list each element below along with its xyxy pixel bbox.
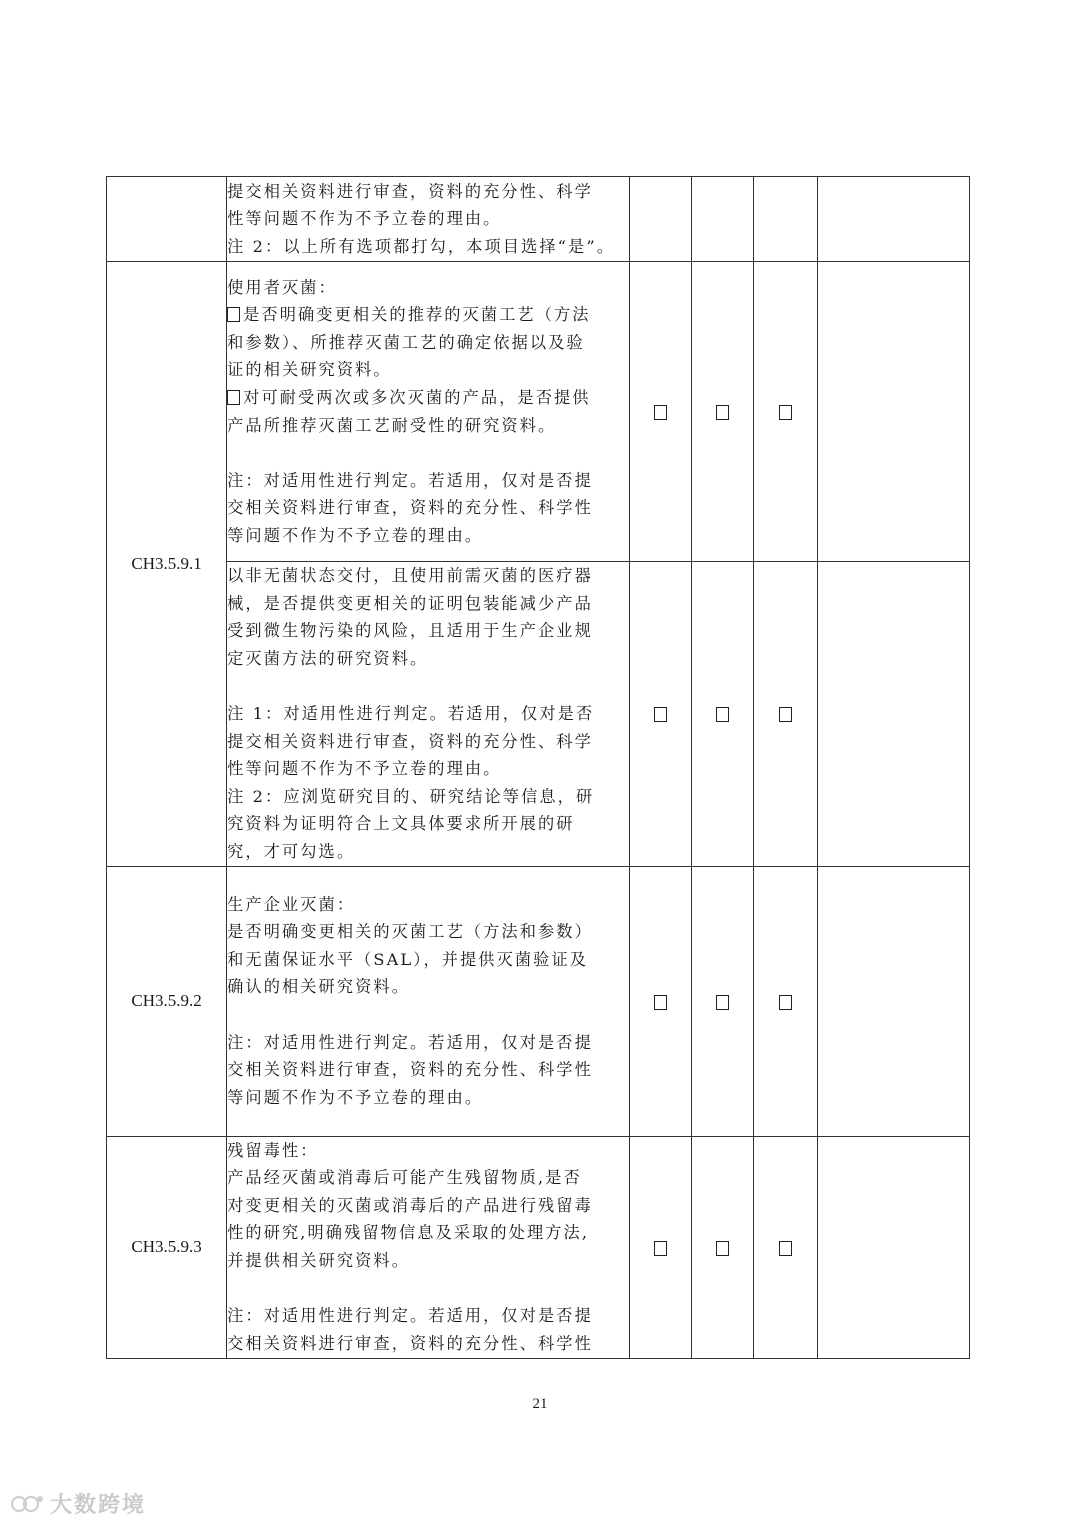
note-line: 注：对适用性进行判定。若适用，仅对是否提 xyxy=(227,1306,593,1326)
note-line: 究资料为证明符合上文具体要求所开展的研 xyxy=(227,814,575,834)
option-text: 是否明确变更相关的推荐的灭菌工艺（方法 xyxy=(243,305,591,325)
note-line: 注 1：对适用性进行判定。若适用，仅对是否 xyxy=(227,703,595,723)
check-cell xyxy=(753,1136,817,1358)
checkbox-icon[interactable] xyxy=(654,405,667,420)
watermark-logo-icon xyxy=(10,1492,44,1516)
note-line: 提交相关资料进行审查，资料的充分性、科学 xyxy=(227,731,593,751)
check-cell xyxy=(629,562,691,867)
table-row xyxy=(107,866,970,1136)
option-checkbox-icon[interactable] xyxy=(227,390,240,405)
note-line: 究，才可勾选。 xyxy=(227,841,356,861)
option-line xyxy=(227,301,628,329)
check-cell xyxy=(629,177,691,262)
check-cell xyxy=(691,177,753,262)
text-line: 对变更相关的灭菌或消毒后的产品进行残留毒 xyxy=(227,1195,593,1215)
check-cell xyxy=(691,262,753,562)
review-checklist-table xyxy=(106,176,970,1359)
text-line: 性等问题不作为不予立卷的理由。 xyxy=(227,209,502,229)
text-line: 性的研究,明确残留物信息及采取的处理方法, xyxy=(227,1223,590,1243)
remarks-cell xyxy=(817,177,969,262)
table-row xyxy=(107,1136,970,1358)
note-line: 注 2：应浏览研究目的、研究结论等信息，研 xyxy=(227,786,595,806)
option-checkbox-icon[interactable] xyxy=(227,307,240,322)
checkbox-icon[interactable] xyxy=(779,707,792,722)
note-line: 注：对适用性进行判定。若适用，仅对是否提 xyxy=(227,1032,593,1052)
note-line: 交相关资料进行审查，资料的充分性、科学性 xyxy=(227,498,593,518)
section-title: 使用者灭菌： xyxy=(227,277,337,297)
text-line: 产品所推荐灭菌工艺耐受性的研究资料。 xyxy=(227,415,557,435)
watermark xyxy=(10,1488,146,1519)
checkbox-icon[interactable] xyxy=(716,405,729,420)
remarks-cell xyxy=(817,562,969,867)
text-line: 是否明确变更相关的灭菌工艺（方法和参数） xyxy=(227,922,593,942)
text-line: 和参数）、所推荐灭菌工艺的确定依据以及验 xyxy=(227,332,585,352)
table-row xyxy=(107,562,970,867)
checkbox-icon[interactable] xyxy=(716,995,729,1010)
option-text: 对可耐受两次或多次灭菌的产品，是否提供 xyxy=(243,387,591,407)
note-line: 注 2：以上所有选项都打勾，本项目选择“是”。 xyxy=(227,236,615,256)
note-line: 等问题不作为不予立卷的理由。 xyxy=(227,1087,484,1107)
checkbox-icon[interactable] xyxy=(716,707,729,722)
item-id-cell: CH3.5.9.2 xyxy=(107,866,227,1136)
check-cell xyxy=(691,562,753,867)
note-line: 注：对适用性进行判定。若适用，仅对是否提 xyxy=(227,470,593,490)
text-line: 械，是否提供变更相关的证明包装能减少产品 xyxy=(227,593,593,613)
table-row xyxy=(107,177,970,262)
remarks-cell xyxy=(817,866,969,1136)
checkbox-icon[interactable] xyxy=(716,1241,729,1256)
note-line: 等问题不作为不予立卷的理由。 xyxy=(227,525,484,545)
watermark-text: 大数跨境 xyxy=(50,1493,147,1518)
option-line xyxy=(227,384,628,412)
check-cell xyxy=(753,262,817,562)
requirement-cell xyxy=(227,1136,629,1358)
check-cell xyxy=(691,866,753,1136)
checkbox-icon[interactable] xyxy=(779,995,792,1010)
check-cell xyxy=(629,262,691,562)
text-line: 受到微生物污染的风险，且适用于生产企业规 xyxy=(227,621,593,641)
section-title: 残留毒性： xyxy=(227,1140,319,1160)
requirement-cell xyxy=(227,562,629,867)
checkbox-icon[interactable] xyxy=(654,995,667,1010)
check-cell xyxy=(753,866,817,1136)
text-line: 产品经灭菌或消毒后可能产生残留物质,是否 xyxy=(227,1168,582,1188)
page-number: 21 xyxy=(532,1396,548,1412)
table-row xyxy=(107,262,970,562)
item-id-cell: CH3.5.9.1 xyxy=(107,262,227,867)
check-cell xyxy=(691,1136,753,1358)
check-cell xyxy=(629,866,691,1136)
remarks-cell xyxy=(817,1136,969,1358)
item-id-cell: CH3.5.9.3 xyxy=(107,1136,227,1358)
checkbox-icon[interactable] xyxy=(779,1241,792,1256)
item-id-cell xyxy=(107,177,227,262)
check-cell xyxy=(629,1136,691,1358)
checkbox-icon[interactable] xyxy=(654,707,667,722)
requirement-cell xyxy=(227,262,629,562)
check-cell xyxy=(753,177,817,262)
note-line: 性等问题不作为不予立卷的理由。 xyxy=(227,759,502,779)
note-line: 交相关资料进行审查，资料的充分性、科学性 xyxy=(227,1333,593,1353)
text-line: 确认的相关研究资料。 xyxy=(227,977,410,997)
requirement-cell xyxy=(227,866,629,1136)
text-line: 和无菌保证水平（SAL），并提供灭菌验证及 xyxy=(227,949,589,969)
checkbox-icon[interactable] xyxy=(654,1241,667,1256)
text-line: 以非无菌状态交付，且使用前需灭菌的医疗器 xyxy=(227,566,593,585)
text-line: 定灭菌方法的研究资料。 xyxy=(227,648,429,668)
text-line: 并提供相关研究资料。 xyxy=(227,1250,410,1270)
remarks-cell xyxy=(817,262,969,562)
section-title: 生产企业灭菌： xyxy=(227,894,356,914)
checkbox-icon[interactable] xyxy=(779,405,792,420)
text-line: 证的相关研究资料。 xyxy=(227,360,392,380)
note-line: 交相关资料进行审查，资料的充分性、科学性 xyxy=(227,1060,593,1080)
check-cell xyxy=(753,562,817,867)
text-line: 提交相关资料进行审查，资料的充分性、科学 xyxy=(227,181,593,201)
requirement-cell xyxy=(227,177,629,262)
